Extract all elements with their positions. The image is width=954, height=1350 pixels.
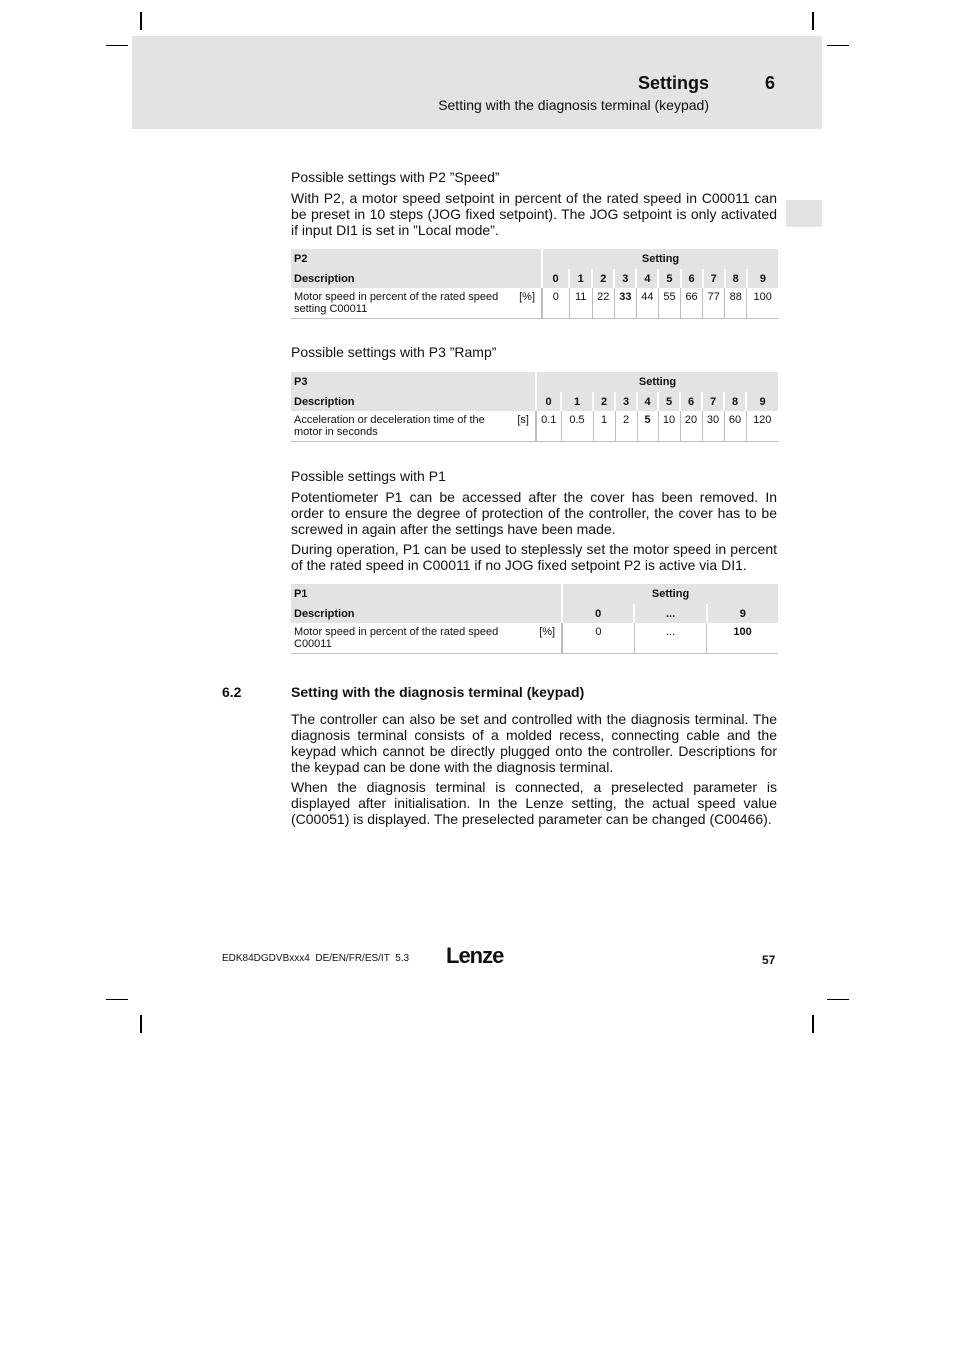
table-cell: 20 [680,411,702,441]
crop-mark [827,999,849,1000]
step-header: 8 [724,392,746,411]
table-cell: 11 [569,288,592,318]
table-cell-default: 5 [637,411,658,441]
table-cell: 77 [703,288,725,318]
chapter-title: Settings [637,73,709,93]
step-header: 3 [615,392,637,411]
row-description: Acceleration or deceleration time of the motor in seconds [291,411,502,441]
crop-mark [140,12,142,30]
step-header: 0 [536,392,561,411]
crop-mark [827,45,849,46]
step-header: ... [634,604,706,623]
row-unit: [s] [502,411,536,441]
description-header: Description [291,604,562,623]
section-number: 6.2 [222,684,242,700]
step-header: 9 [747,269,778,288]
table-cell: 0.5 [561,411,593,441]
section-title: Setting with the diagnosis terminal (keypad) [291,684,585,700]
p2-table [291,249,778,319]
crop-mark [140,1015,142,1033]
table-cell: 1 [593,411,615,441]
chapter-subtitle: Setting with the diagnosis terminal (keypad) [438,97,709,113]
table-cell: 44 [636,288,658,318]
step-header: 6 [681,269,703,288]
step-header: 1 [569,269,592,288]
section-62-text-1: The controller can also be set and controlled with the diagnosis terminal. The diagnosis terminal consists of a molded recess, connecting cable and the keypad which cannot be directly plugged onto the controller. Descriptions for the keypad can be done with the diagnosis terminal. [291,711,777,775]
p3-section [291,344,777,361]
step-header: 4 [636,269,658,288]
table-cell: 55 [658,288,680,318]
p1-table [291,584,778,654]
footer-doc-id: EDK84DGDVBxxx4 DE/EN/FR/ES/IT 5.3 [222,953,410,964]
description-header: Description [291,269,542,288]
crop-mark [812,12,814,30]
step-header: 0 [562,604,634,623]
section-62-body [291,711,777,831]
p2-heading: Possible settings with P2 ”Speed” [291,169,500,185]
header-band [132,36,822,129]
table-cell: 100 [747,288,778,318]
step-header: 4 [637,392,658,411]
table-cell: 30 [702,411,724,441]
table-cell: 0 [562,623,634,653]
table-cell: 0.1 [536,411,561,441]
table-cell: 88 [725,288,747,318]
step-header: 1 [561,392,593,411]
crop-mark [812,1015,814,1033]
table-param: P3 [291,372,502,392]
p1-text-2: During operation, P1 can be used to steplessly set the motor speed in percent of the rated speed in C00011 if no JOG fixed setpoint P2 is active via DI1. [291,541,777,573]
step-header: 2 [592,269,614,288]
page-number: 57 [762,953,776,967]
table-param: P1 [291,584,528,604]
description-header: Description [291,392,536,411]
step-header: 8 [725,269,747,288]
step-header: 5 [658,392,680,411]
setting-header: Setting [536,372,778,392]
row-unit: [%] [508,288,542,318]
chapter-tab-marker [786,200,822,227]
table-cell: 60 [724,411,746,441]
table-cell-default: 33 [614,288,636,318]
step-header: 2 [593,392,615,411]
p1-section [291,468,777,577]
table-cell-default: 100 [707,623,778,653]
setting-header: Setting [542,249,778,269]
step-header: 9 [746,392,778,411]
table-param: P2 [291,249,508,269]
step-header: 7 [703,269,725,288]
p1-heading: Possible settings with P1 [291,468,446,484]
step-header: 9 [707,604,778,623]
row-description: Motor speed in percent of the rated speed C00011 [291,623,528,653]
table-cell: 120 [746,411,778,441]
chapter-number: 6 [765,73,776,93]
step-header: 3 [614,269,636,288]
table-cell: 22 [592,288,614,318]
table-cell: 66 [681,288,703,318]
crop-mark [106,999,128,1000]
p2-text: With P2, a motor speed setpoint in percent of the rated speed in C00011 can be preset in 10 steps (JOG fixed setpoint). The JOG setpoint is only activated if input DI1 is set in ”Local mode”. [291,190,777,238]
row-unit: [%] [528,623,562,653]
table-cell: ... [634,623,706,653]
step-header: 0 [542,269,569,288]
table-cell: 2 [615,411,637,441]
step-header: 5 [658,269,680,288]
crop-mark [106,45,128,46]
p2-section [291,169,777,242]
row-description: Motor speed in percent of the rated speed setting C00011 [291,288,508,318]
step-header: 7 [702,392,724,411]
section-62-text-2: When the diagnosis terminal is connected, a preselected parameter is displayed after initialisation. In the Lenze setting, the actual speed value (C00051) is displayed. The preselected parameter can be changed (C00466). [291,779,777,827]
p3-table [291,372,778,442]
step-header: 6 [680,392,702,411]
table-cell: 0 [542,288,569,318]
p3-heading: Possible settings with P3 ”Ramp” [291,344,497,360]
table-cell: 10 [658,411,680,441]
setting-header: Setting [562,584,778,604]
lenze-logo: Lenze [446,943,504,968]
p1-text-1: Potentiometer P1 can be accessed after the cover has been removed. In order to ensure the degree of protection of the controller, the cover has to be screwed in again after the settings have been made. [291,489,777,537]
